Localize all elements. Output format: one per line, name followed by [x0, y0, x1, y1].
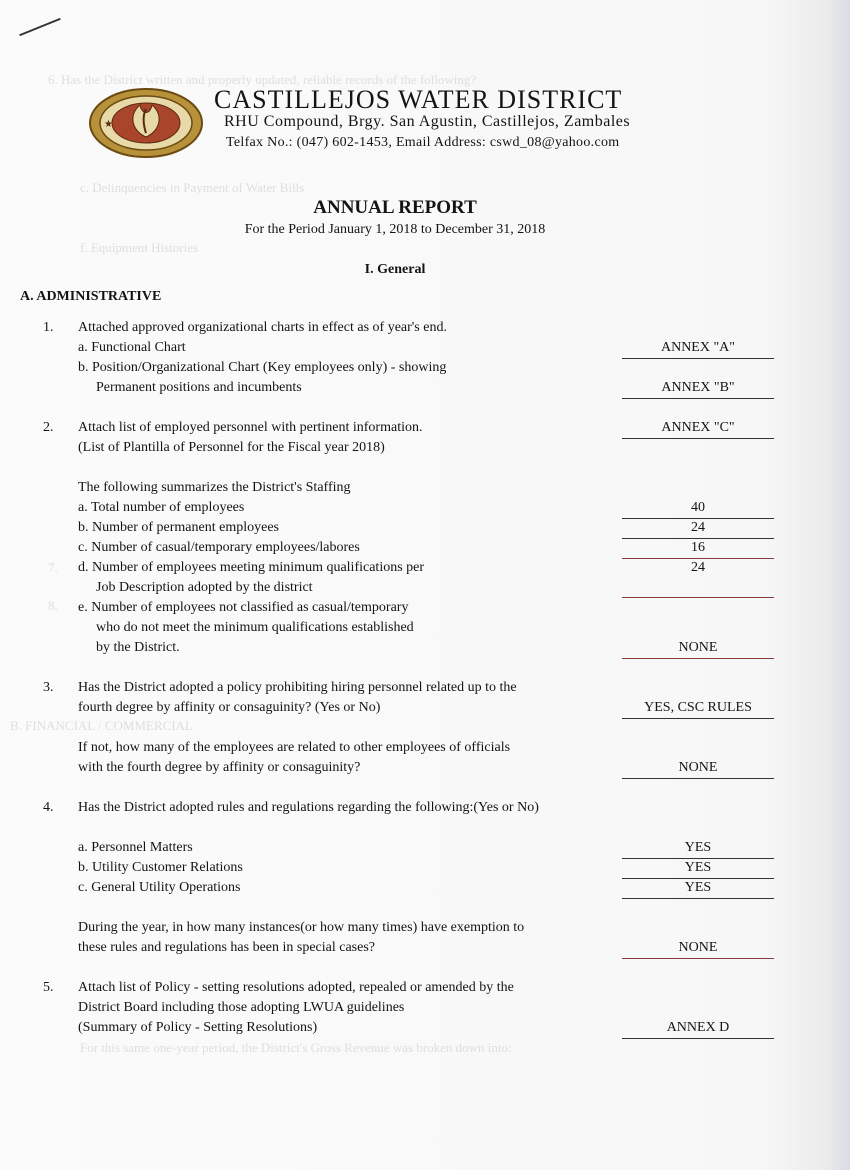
staffing-row: b. Number of permanent employees	[78, 520, 279, 535]
answer-line	[622, 958, 774, 959]
bleed-through: 8.	[48, 598, 58, 613]
item-number: 4.	[43, 800, 54, 815]
answer-value: ANNEX D	[666, 1020, 730, 1035]
item-text-2: fourth degree by affinity or consaguinity? (Yes or No)	[78, 700, 381, 715]
item-number: 5.	[43, 980, 54, 995]
staffing-value: 16	[691, 540, 705, 555]
answer-line	[622, 538, 774, 539]
item-line: a. Functional Chart	[78, 340, 186, 355]
rule-value: YES	[684, 840, 712, 855]
staffing-value: 24	[691, 560, 705, 575]
staffing-row-cont: by the District.	[96, 640, 180, 655]
item-followup-2: these rules and regulations has been in special cases?	[78, 940, 376, 955]
answer-line	[622, 518, 774, 519]
answer-line	[622, 878, 774, 879]
staffing-value: 40	[691, 500, 705, 515]
bleed-through: For this same one-year period, the District's Gross Revenue was broken down into:	[80, 1040, 512, 1055]
item-text: Attach list of employed personnel with pertinent information.	[78, 420, 423, 435]
item-line: b. Position/Organizational Chart (Key employees only) - showing	[78, 360, 447, 375]
item-followup: During the year, in how many instances(or how many times) have exemption to	[78, 920, 525, 935]
staffing-intro: The following summarizes the District's Staffing	[78, 480, 351, 495]
rule-row: c. General Utility Operations	[78, 880, 241, 895]
answer-line	[622, 718, 774, 719]
item-text: Has the District adopted rules and regulations regarding the following:(Yes or No)	[78, 800, 539, 815]
staffing-row-cont: Job Description adopted by the district	[96, 580, 313, 595]
item-line: Permanent positions and incumbents	[96, 380, 302, 395]
staffing-row-cont: who do not meet the minimum qualifications established	[96, 620, 414, 635]
answer-value: NONE	[678, 760, 718, 775]
answer-value: ANNEX "B"	[661, 380, 735, 395]
item-number: 2.	[43, 420, 54, 435]
pen-mark	[19, 18, 61, 36]
organization-address: RHU Compound, Brgy. San Agustin, Castillejos, Zambales	[224, 113, 631, 130]
item-number: 3.	[43, 680, 54, 695]
svg-text:★: ★	[104, 119, 113, 130]
rule-row: b. Utility Customer Relations	[78, 860, 243, 875]
answer-line	[622, 358, 774, 359]
organization-contact: Telfax No.: (047) 602-1453, Email Address: cswd_08@yahoo.com	[226, 135, 620, 150]
item-number: 1.	[43, 320, 54, 335]
item-text-2: District Board including those adopting LWUA guidelines	[78, 1000, 405, 1015]
staffing-row: a. Total number of employees	[78, 500, 245, 515]
staffing-value: NONE	[678, 640, 718, 655]
item-text-3: (Summary of Policy - Setting Resolutions)	[78, 1020, 318, 1035]
rule-value: YES	[684, 880, 712, 895]
bleed-through: f. Equipment Histories	[80, 240, 199, 255]
bleed-through: 7.	[48, 560, 58, 575]
answer-line	[622, 658, 774, 659]
item-text: Has the District adopted a policy prohibiting hiring personnel related up to the	[78, 680, 517, 695]
rule-value: YES	[684, 860, 712, 875]
answer-value: NONE	[678, 940, 718, 955]
bleed-through: c. Delinquencies in Payment of Water Bills	[80, 180, 305, 195]
answer-value: YES, CSC RULES	[644, 700, 752, 715]
item-followup: If not, how many of the employees are related to other employees of officials	[78, 740, 511, 755]
bleed-through: B. FINANCIAL / COMMERCIAL	[10, 718, 193, 733]
staffing-row: c. Number of casual/temporary employees/labores	[78, 540, 360, 555]
staffing-row: e. Number of employees not classified as casual/temporary	[78, 600, 409, 615]
staffing-row: d. Number of employees meeting minimum qualifications per	[78, 560, 425, 575]
answer-line	[622, 778, 774, 779]
item-followup-2: with the fourth degree by affinity or consaguinity?	[78, 760, 361, 775]
answer-value: ANNEX "A"	[660, 340, 736, 355]
district-seal-logo	[88, 87, 204, 159]
item-text: Attached approved organizational charts in effect as of year's end.	[78, 320, 447, 335]
answer-line	[622, 1038, 774, 1039]
item-text-2: (List of Plantilla of Personnel for the Fiscal year 2018)	[78, 440, 385, 455]
rule-row: a. Personnel Matters	[78, 840, 193, 855]
bleed-through: 6. Has the District written and properly updated, reliable records of the following?	[48, 72, 477, 87]
answer-line	[622, 898, 774, 899]
report-title: ANNUAL REPORT	[313, 197, 477, 218]
subsection-title: A. ADMINISTRATIVE	[20, 289, 162, 304]
answer-line	[622, 398, 774, 399]
staffing-value: 24	[691, 520, 705, 535]
answer-line	[622, 597, 774, 598]
report-period: For the Period January 1, 2018 to December 31, 2018	[244, 222, 546, 237]
answer-line	[622, 858, 774, 859]
answer-line	[622, 438, 774, 439]
item-text: Attach list of Policy - setting resolutions adopted, repealed or amended by the	[78, 980, 514, 995]
section-title: I. General	[364, 262, 426, 277]
answer-line	[622, 558, 774, 559]
answer-value: ANNEX "C"	[661, 420, 735, 435]
organization-name: CASTILLEJOS WATER DISTRICT	[214, 85, 623, 114]
